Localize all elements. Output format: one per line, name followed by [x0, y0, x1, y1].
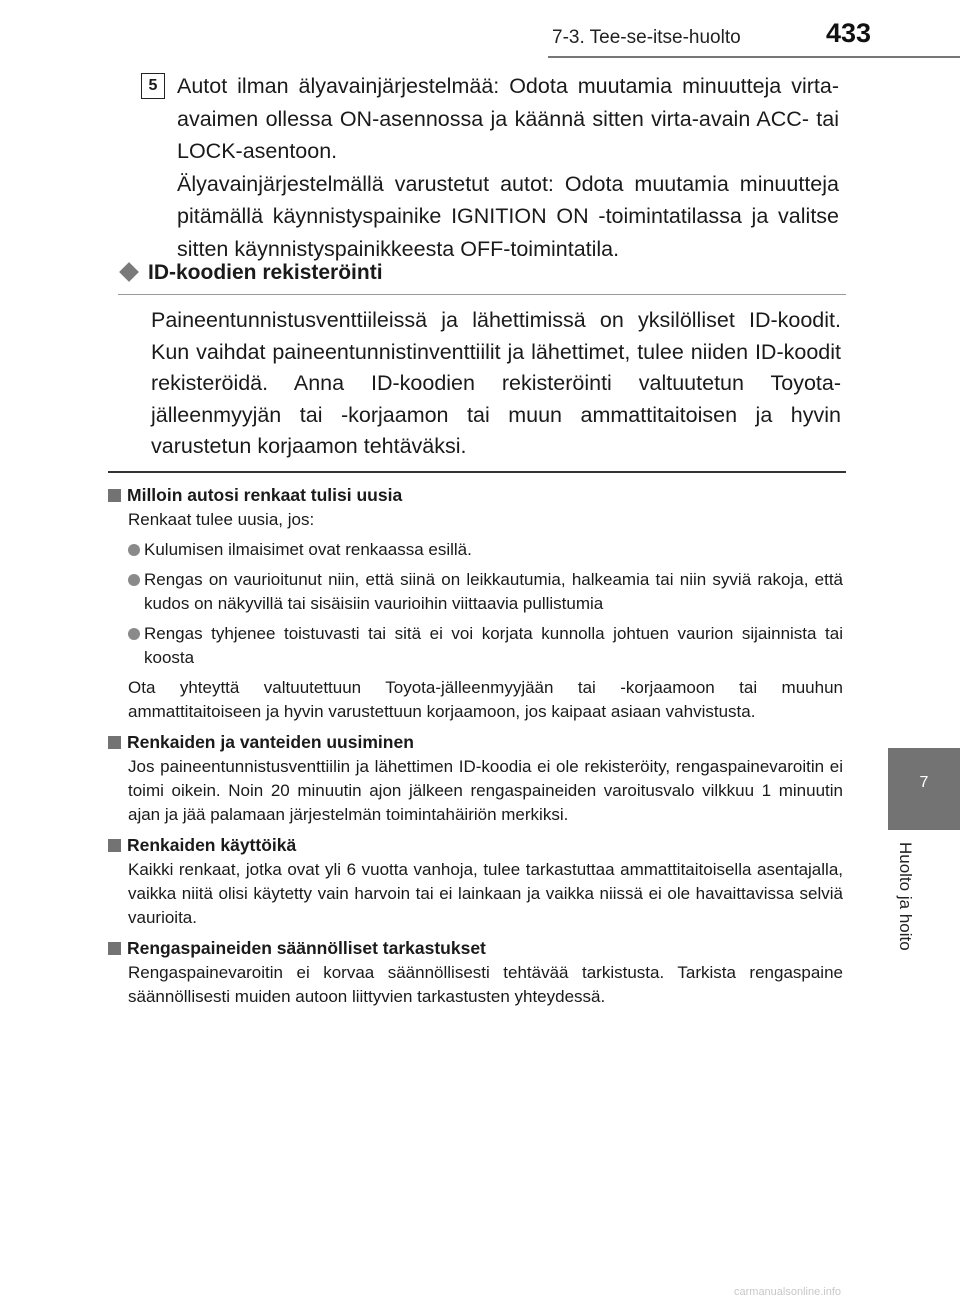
note-text: Jos paineentunnistusventtiilin ja lähettimen ID-koodia ei ole rekisteröity, rengaspainevaroitin ei toimi oikein. Noin 20 minuutin ajon jälkeen rengaspaineiden varoitusvalo vilkkuu 1 minuutin ajan ja jää palamaan järjestelmän toimintahäiriön merkiksi. [128, 757, 843, 824]
note-title-text: Renkaiden käyttöikä [127, 835, 297, 855]
list-item [128, 568, 843, 616]
note-text: Kaikki renkaat, jotka ovat yli 6 vuotta vanhoja, tulee tarkastuttaa ammattitaitoisella asentajalla, vaikka niitä olisi käytetty vain harvoin tai ei lainkaan ja vaikka niissä ei ole havaittavissa selviä vaurioita. [128, 860, 843, 927]
note-pressure-checks [108, 936, 843, 1009]
notes-list [108, 483, 843, 1015]
chapter-tab[interactable] [888, 748, 960, 830]
list-item [128, 622, 843, 670]
section-heading [118, 261, 383, 285]
note-title-text: Milloin autosi renkaat tulisi uusia [127, 485, 403, 505]
note-title [108, 730, 843, 755]
section-heading-text: ID-koodien rekisteröinti [148, 261, 383, 284]
step-text [177, 70, 839, 265]
watermark: carmanualsonline.info [734, 1286, 842, 1298]
circle-bullet-icon [128, 628, 140, 640]
square-bullet-icon [108, 839, 121, 852]
chapter-label: Huolto ja hoito [896, 842, 915, 951]
note-tire-replacement [108, 483, 843, 724]
header-divider [548, 56, 960, 58]
note-text: Rengaspainevaroitin ei korvaa säännöllisesti tehtävää tarkistusta. Tarkista rengaspaine säännöllisesti muiden autoon liittyvien tarkastusten yhteydessä. [128, 963, 843, 1006]
note-intro: Renkaat tulee uusia, jos: [128, 510, 315, 529]
square-bullet-icon [108, 736, 121, 749]
circle-bullet-icon [128, 544, 140, 556]
list-item-text: Kulumisen ilmaisimet ovat renkaassa esillä. [144, 540, 472, 559]
section-body: Paineentunnistusventtiileissä ja lähettimissä on yksilölliset ID-koodit. Kun vaihdat paineentunnistinventtiilit ja lähettimet, tulee niiden ID-koodit rekisteröidä. Anna ID-koodien rekisteröinti valtuutetun Toyota-jälleenmyyjän tai -korjaamon tai muun ammattitaitoisen ja hyvin varustetun korjaamon tehtäväksi. [151, 308, 841, 458]
square-bullet-icon [108, 942, 121, 955]
note-title-text: Rengaspaineiden säännölliset tarkastukset [127, 938, 486, 958]
list-item [128, 538, 843, 562]
section-title: 7-3. Tee-se-itse-huolto [552, 27, 741, 48]
diamond-icon [119, 263, 139, 283]
bullet-list [128, 538, 843, 670]
note-title-text: Renkaiden ja vanteiden uusiminen [127, 732, 414, 752]
note-tire-age [108, 833, 843, 930]
list-item-text: Rengas tyhjenee toistuvasti tai sitä ei voi korjata kunnolla johtuen vaurion sijainnista tai koosta [144, 624, 843, 667]
list-item-text: Rengas on vaurioitunut niin, että siinä on leikkautumia, halkeamia tai niin syviä rakoja, että kudos on näkyvillä tai sisäisiin vaurioihin viittaavia pullistumia [144, 570, 843, 613]
note-title [108, 483, 843, 508]
note-wheel-replacement [108, 730, 843, 827]
note-outro: Ota yhteyttä valtuutettuun Toyota-jälleenmyyjään tai -korjaamoon tai muuhun ammattitaitoiseen ja hyvin varustettuun korjaamoon, jos kaipaat asiaan vahvistusta. [128, 678, 843, 721]
section-divider [118, 294, 846, 295]
step-paragraph-1: Autot ilman älyavainjärjestelmää: Odota muutamia minuutteja virta-avaimen ollessa ON-asennossa ja käännä sitten virta-avain ACC- tai LOCK-asentoon. [177, 74, 839, 163]
square-bullet-icon [108, 489, 121, 502]
page-number: 433 [826, 18, 872, 48]
chapter-number: 7 [919, 774, 929, 791]
notes-divider [108, 471, 846, 473]
step-paragraph-2: Älyavainjärjestelmällä varustetut autot: Odota muutamia minuutteja pitämällä käynnistyspainike IGNITION ON -toimintatilassa ja valitse sitten käynnistyspainikkeesta OFF-toimintatila. [177, 171, 839, 261]
note-title [108, 833, 843, 858]
circle-bullet-icon [128, 574, 140, 586]
note-title [108, 936, 843, 961]
step-number-box: 5 [141, 73, 165, 99]
